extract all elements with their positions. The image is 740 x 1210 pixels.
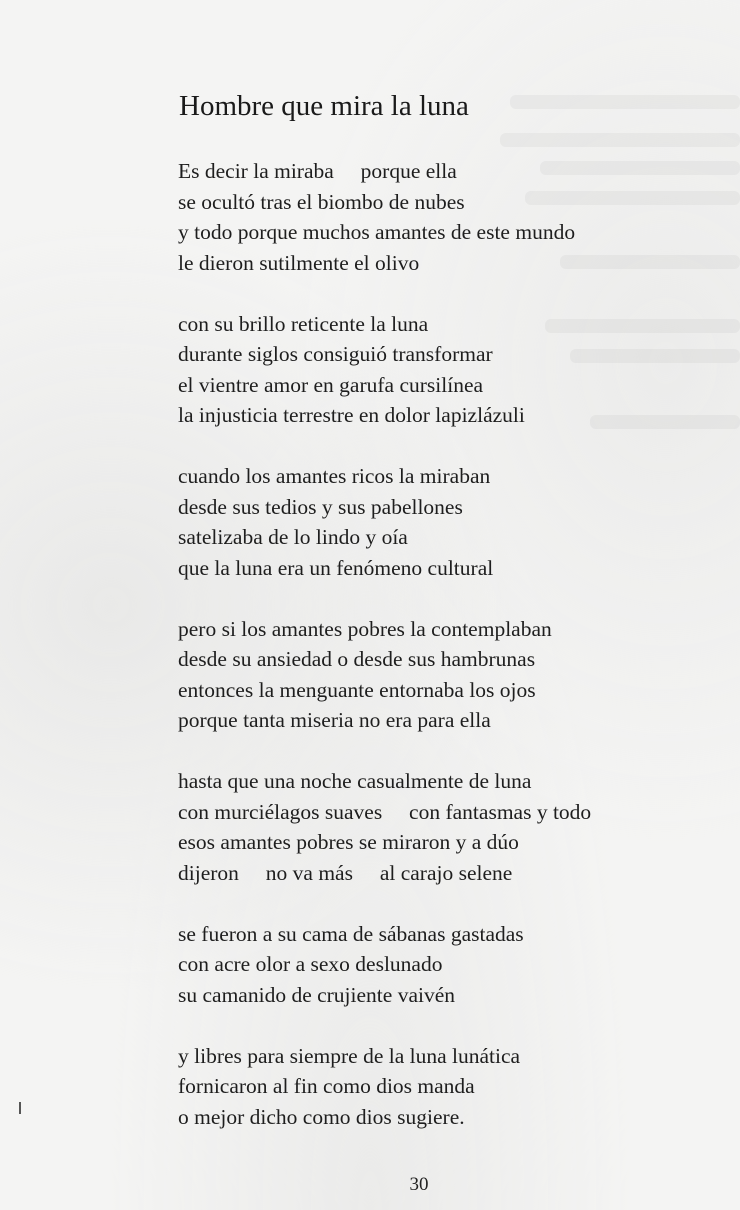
poem-line: se fueron a su cama de sábanas gastadas — [178, 921, 524, 946]
poem-line: o mejor dicho como dios sugiere. — [178, 1104, 465, 1129]
poem-line: satelizaba de lo lindo y oía — [178, 525, 408, 549]
poem-line: fornicaron al fin como dios manda — [178, 1074, 475, 1098]
poem-line: desde sus tedios y sus pabellones — [178, 494, 463, 519]
poem-title: Hombre que mira la luna — [179, 90, 469, 122]
poem-line: con murciélagos suaves con fantasmas y todo — [178, 799, 592, 824]
page-number: 30 — [409, 1174, 429, 1195]
poem-line: Es decir la miraba porque ella — [178, 159, 457, 183]
poem-line: la injusticia terrestre en dolor lapizlázuli — [178, 403, 525, 427]
stanza-3 — [178, 461, 718, 583]
poem-line: se ocultó tras el biombo de nubes — [178, 189, 465, 214]
poem-line: con acre olor a sexo deslunado — [178, 952, 443, 976]
poem-line: le dieron sutilmente el olivo — [178, 250, 420, 275]
poem-line: durante siglos consiguió transformar — [178, 342, 493, 366]
poem-line: entonces la menguante entornaba los ojos — [178, 677, 536, 702]
poem-line: dijeron no va más al carajo selene — [178, 860, 513, 885]
poem-line: con su brillo reticente la luna — [178, 311, 429, 336]
poem-body — [178, 156, 718, 1163]
poem-line: y libres para siempre de la luna lunática — [178, 1043, 521, 1068]
stanza-1 — [178, 156, 718, 278]
stanza-2 — [178, 309, 718, 431]
poem-line: pero si los amantes pobres la contemplaban — [178, 616, 552, 641]
stanza-6 — [178, 919, 718, 1011]
margin-mark — [19, 1102, 21, 1114]
poem-line: hasta que una noche casualmente de luna — [178, 769, 532, 793]
stanza-7 — [178, 1041, 718, 1133]
poem-line: su camanido de crujiente vaivén — [178, 982, 456, 1007]
poem-line: el vientre amor en garufa cursilínea — [178, 372, 484, 397]
poem-line: y todo porque muchos amantes de este mundo — [178, 220, 576, 244]
stanza-5 — [178, 766, 718, 888]
stanza-4 — [178, 614, 718, 736]
poem-line: desde su ansiedad o desde sus hambrunas — [178, 647, 536, 671]
poem-line: porque tanta miseria no era para ella — [178, 708, 491, 732]
poem-line: que la luna era un fenómeno cultural — [178, 555, 494, 580]
poem-line: esos amantes pobres se miraron y a dúo — [178, 830, 519, 854]
poem-line: cuando los amantes ricos la miraban — [178, 464, 491, 488]
